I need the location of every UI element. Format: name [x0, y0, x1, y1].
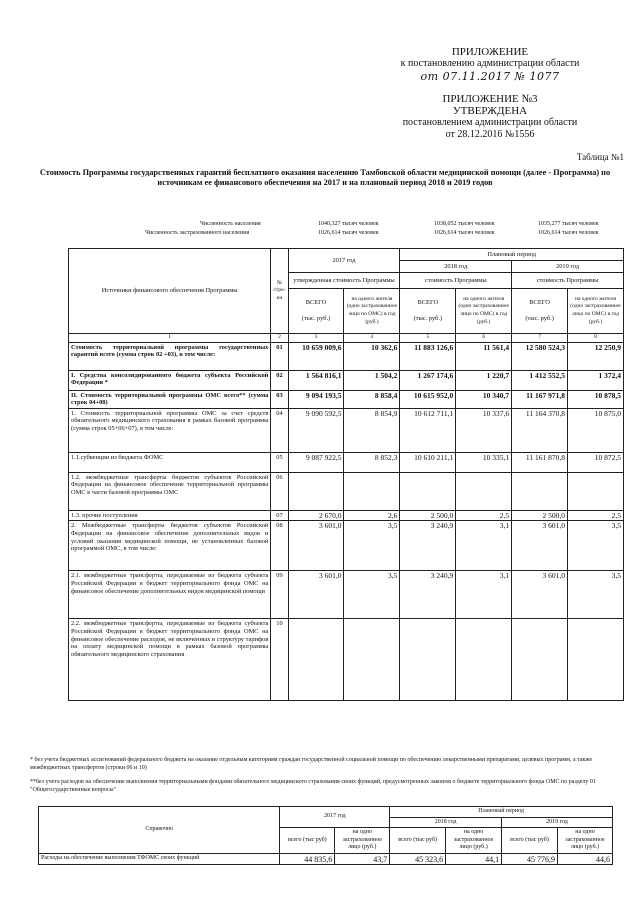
row-name: I. Средства консолидированного бюджета субъекта Российской Федерации * — [69, 370, 271, 390]
cell-total: 11 164 370,8 — [512, 408, 568, 452]
cell-per-person: 2,5 — [568, 510, 624, 521]
insured-2019: 1026,614 тысяч человек — [538, 230, 599, 236]
cell-per-person: 1 504,2 — [344, 370, 400, 390]
row-name: 2.2. межбюджетные трансферты, передаваемые из бюджета субъекта Российской Федерации в бюджет территориального фонда ОМС на финансовое обеспечение расходов, не включенных в структуру тарифов на оплату медицинской помощи в рамках базовой программы обязательного медицинского страхования — [69, 619, 271, 701]
ref-per-2017: на одно застрахованное лицо (руб.) — [335, 828, 390, 854]
table-row — [69, 370, 624, 390]
header-2017: 2017 год — [288, 249, 400, 273]
cell-total: 12 580 524,3 — [512, 342, 568, 370]
decree-date: от 28.12.2016 №1556 — [445, 129, 535, 140]
insured-2017: 1026,614 тысяч человек — [318, 230, 379, 236]
cell-per-person — [456, 619, 512, 701]
cell-total: 3 601,0 — [512, 571, 568, 619]
table-row — [69, 452, 624, 472]
cell-total: 1 564 816,1 — [288, 370, 344, 390]
cell-per-person: 1 220,7 — [456, 370, 512, 390]
cell-total — [288, 472, 344, 510]
row-name: 1. Стоимость территориальной программы ОМС за счет средств обязательного медицинского страхования в рамках базовой программы (сумма строк 05+06+07), в том числе: — [69, 408, 271, 452]
cell-total: 3 240,9 — [400, 521, 456, 571]
table-number: Таблица №1 — [576, 152, 624, 162]
cell-per-person: 3,5 — [344, 571, 400, 619]
cell-per-person: 10 340,7 — [456, 390, 512, 408]
document-title: Стоимость Программы государственных гарантий бесплатного оказания населению Тамбовской области медицинской помощи (далее - Программа) по источникам ее финансового обеспечения на 2017 и на плановый период 2018 и 2019 годов — [39, 168, 611, 187]
cell-total: 10 612 711,1 — [400, 408, 456, 452]
to-decree-label: к постановлению администрации области — [400, 58, 580, 69]
cell-per-person: 1 372,4 — [568, 370, 624, 390]
table-row — [69, 408, 624, 452]
cost-table — [68, 248, 624, 701]
col-number: 1 — [69, 334, 271, 343]
cell-total: 9 090 592,5 — [288, 408, 344, 452]
insured-2018: 1026,614 тысяч человек — [434, 230, 495, 236]
table-row — [69, 571, 624, 619]
cell-total: 11 167 971,8 — [512, 390, 568, 408]
cell-per-person: 2,5 — [456, 510, 512, 521]
ref-total-2017: всего (тыс руб) — [280, 828, 335, 854]
cell-total: 11 161 870,8 — [512, 452, 568, 472]
population-label: Численность населения — [200, 221, 261, 227]
header-per-2018: на одного жителя (одно застрахованное лицо по ОМС) в год (руб.) — [456, 289, 512, 334]
row-name: 1.1.субвенции из бюджета ФОМС — [69, 452, 271, 472]
cell-per-person: 12 250,9 — [568, 342, 624, 370]
cell-total: 3 240,9 — [400, 571, 456, 619]
total-label: ВСЕГО — [529, 299, 550, 307]
col-number: 2 — [271, 334, 288, 343]
header-cost-2019: стоимость Программы — [512, 273, 624, 289]
by-decree-label: постановлением администрации области — [402, 117, 578, 128]
row-name: Стоимость территориальной программы государственных гарантий всего (сумма строк 02 +03), в том числе: — [69, 342, 271, 370]
ref-header-2017: 2017 год — [280, 807, 390, 828]
row-number: 04 — [271, 408, 288, 452]
cell-total: 1 267 174,6 — [400, 370, 456, 390]
row-number: 02 — [271, 370, 288, 390]
ref-per-2019: на одно застрахованное лицо (руб.) — [557, 828, 612, 854]
ref-total-2018: всего (тыс руб) — [390, 828, 446, 854]
header-per-2019: на одного жителя (одно застрахованное лицо по ОМС) в год (руб.) — [568, 289, 624, 334]
row-number: 07 — [271, 510, 288, 521]
row-number: 09 — [271, 571, 288, 619]
row-name: 1.3. прочие поступления — [69, 510, 271, 521]
cell-total: 3 601,0 — [288, 571, 344, 619]
ref-value: 44,1 — [446, 854, 502, 865]
ref-value: 44,6 — [557, 854, 612, 865]
table-row — [69, 342, 624, 370]
col-number: 5 — [400, 334, 456, 343]
cell-total: 2 500,0 — [512, 510, 568, 521]
row-name: II. Стоимость территориальной программы ОМС всего** (сумма строк 04+08) — [69, 390, 271, 408]
footnote-2: **без учета расходов на обеспечение выполнения территориальными фондами обязательного медицинского страхования своих функций, предусмотренных законом о бюджете территориального фонда ОМС по разделу 01 "Общегосударственные вопросы" — [30, 779, 596, 793]
appendix3-label: ПРИЛОЖЕНИЕ №3 — [442, 93, 538, 105]
ref-row-name: Расходы на обеспечение выполнения ТФОМС своих функций — [39, 854, 280, 865]
header-block — [390, 46, 590, 141]
population-2019: 1035,277 тысяч человек — [538, 221, 599, 227]
ref-header-planned: Плановый период — [390, 807, 613, 818]
row-number: 01 — [271, 342, 288, 370]
header-cost-2018: стоимость Программы — [400, 273, 512, 289]
cell-per-person — [568, 472, 624, 510]
table-row — [69, 619, 624, 701]
cell-per-person — [568, 619, 624, 701]
cell-total — [288, 619, 344, 701]
cell-per-person — [456, 472, 512, 510]
header-2019: 2019 год — [512, 261, 624, 273]
cell-per-person: 10 878,5 — [568, 390, 624, 408]
cell-per-person: 10 872,5 — [568, 452, 624, 472]
cell-total: 10 610 211,1 — [400, 452, 456, 472]
unit-label: (тыс. руб.) — [301, 315, 331, 322]
header-total-2018 — [400, 289, 456, 334]
cell-total: 2 500,0 — [400, 510, 456, 521]
col-number: 7 — [512, 334, 568, 343]
insured-label: Численность застрахованного населения — [145, 230, 250, 236]
decree-handwritten: от 07.11.2017 № 1077 — [420, 70, 560, 83]
unit-label: (тыс. руб.) — [525, 315, 554, 322]
table-row — [69, 472, 624, 510]
row-number: 05 — [271, 452, 288, 472]
cell-total: 11 883 126,6 — [400, 342, 456, 370]
cell-per-person: 3,1 — [456, 521, 512, 571]
ref-value: 45 323,6 — [390, 854, 446, 865]
cell-per-person: 3,5 — [568, 521, 624, 571]
ref-per-2018: на одно застрахованное лицо (руб.) — [446, 828, 502, 854]
cell-per-person: 2,6 — [344, 510, 400, 521]
total-label: ВСЕГО — [417, 299, 439, 307]
row-number: 03 — [271, 390, 288, 408]
population-2018: 1038,052 тысяч человек — [434, 221, 495, 227]
cell-total — [400, 472, 456, 510]
ref-value: 44 835,6 — [280, 854, 335, 865]
header-source: Источники финансового обеспечения Программы — [69, 249, 271, 334]
header-total-2017 — [288, 289, 344, 334]
header-per-2017: на одного жителя (одно застрахованное лицо по ОМС) в год (руб.) — [344, 289, 400, 334]
cell-per-person: 10 875,0 — [568, 408, 624, 452]
reference-table — [38, 806, 613, 865]
cell-total: 1 412 552,5 — [512, 370, 568, 390]
header-total-2019 — [512, 289, 568, 334]
col-number: 8 — [568, 334, 624, 343]
ref-header-2018: 2018 год — [390, 817, 502, 828]
unit-label: (тыс. руб.) — [413, 315, 443, 322]
appendix-label: ПРИЛОЖЕНИЕ — [451, 46, 529, 58]
cell-per-person: 11 561,4 — [456, 342, 512, 370]
row-number: 10 — [271, 619, 288, 701]
cell-per-person: 3,5 — [344, 521, 400, 571]
ref-value: 45 776,9 — [502, 854, 558, 865]
row-name: 2.1. межбюджетные трансферты, передаваемые из бюджета субъекта Российской Федерации в бюджет территориального фонда ОМС на финансовое обеспечение дополнительных видов медицинской помощи — [69, 571, 271, 619]
ref-header-2019: 2019 год — [502, 817, 613, 828]
ref-total-2019: всего (тыс руб) — [502, 828, 558, 854]
cell-total — [512, 472, 568, 510]
cell-per-person: 10 337,6 — [456, 408, 512, 452]
cell-total: 9 087 922,5 — [288, 452, 344, 472]
cell-per-person: 8 854,9 — [344, 408, 400, 452]
cell-total — [512, 619, 568, 701]
ref-header-label: Справочно — [39, 807, 280, 854]
cell-per-person: 8 858,4 — [344, 390, 400, 408]
header-row-no: № стро-ки — [271, 249, 288, 334]
approved-label: УТВЕРЖДЕНА — [452, 105, 528, 117]
col-number: 6 — [456, 334, 512, 343]
cell-per-person — [344, 619, 400, 701]
row-name: 2. Межбюджетные трансферты бюджетов субъектов Российской Федерации на финансовое обеспечение дополнительных видов и условий оказания медицинской помощи, не установленных базовой программой ОМС, в том числе: — [69, 521, 271, 571]
cell-total: 3 601,0 — [512, 521, 568, 571]
cell-total: 10 615 952,0 — [400, 390, 456, 408]
row-number: 08 — [271, 521, 288, 571]
header-planned: Плановый период — [400, 249, 624, 261]
col-number: 4 — [344, 334, 400, 343]
header-2018: 2018 год — [400, 261, 512, 273]
cell-total: 3 601,0 — [288, 521, 344, 571]
cell-total: 9 094 193,5 — [288, 390, 344, 408]
row-number: 06 — [271, 472, 288, 510]
cell-total — [400, 619, 456, 701]
cell-per-person: 3,1 — [456, 571, 512, 619]
table-row — [69, 510, 624, 521]
cell-per-person: 8 852,3 — [344, 452, 400, 472]
ref-value: 43,7 — [335, 854, 390, 865]
header-approved-cost: утвержденная стоимость Программы — [288, 273, 400, 289]
table-row — [69, 390, 624, 408]
footnote-1: * без учета бюджетных ассигнований федерального бюджета на оказание отдельным категориям граждан государственной социальной помощи по обеспечению лекарственными препаратами, целевых программ, а также межбюджетных трансфертов (строки 06 и 10) — [30, 757, 593, 771]
cell-per-person: 10 362,6 — [344, 342, 400, 370]
cell-per-person — [344, 472, 400, 510]
cell-per-person: 3,5 — [568, 571, 624, 619]
row-name: 1.2. межбюджетные трансферты бюджетов субъектов Российской Федерации на финансовое обеспечение территориальной программы ОМС в части базовой программы ОМС — [69, 472, 271, 510]
table-row — [69, 521, 624, 571]
cell-total: 2 670,0 — [288, 510, 344, 521]
cell-per-person: 10 335,1 — [456, 452, 512, 472]
cell-total: 10 659 009,6 — [288, 342, 344, 370]
total-label: ВСЕГО — [305, 299, 327, 307]
col-number: 3 — [288, 334, 344, 343]
population-2017: 1040,327 тысяч человек — [318, 221, 379, 227]
